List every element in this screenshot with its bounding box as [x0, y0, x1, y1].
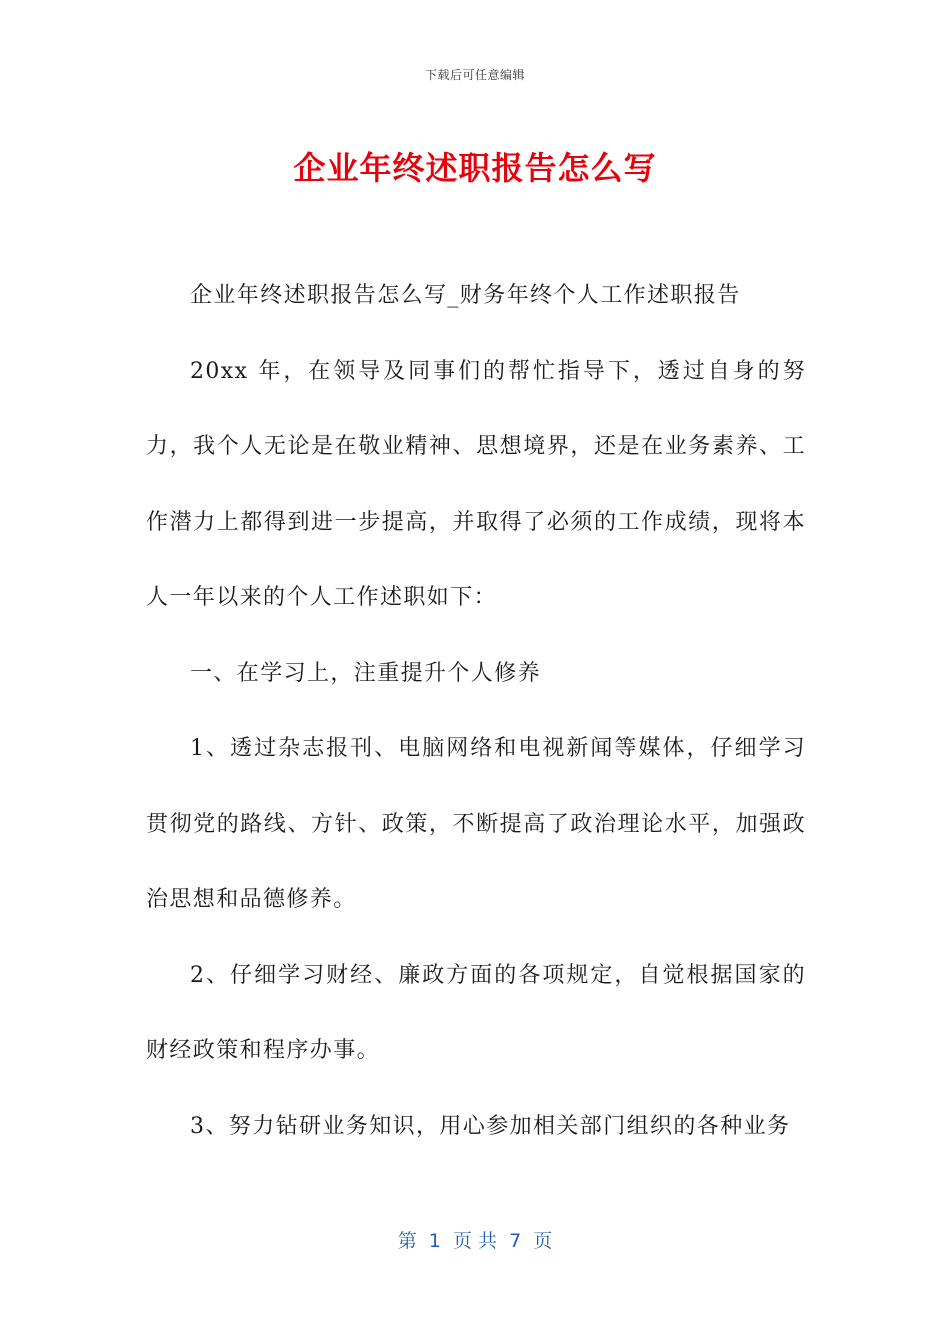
section-heading-study: 一、在学习上，注重提升个人修养 — [190, 660, 542, 686]
paragraph-item-1: 1、透过杂志报刊、电脑网络和电视新闻等媒体，仔细学习贯彻党的路线、方针、政策，不断提高了政治理论水平，加强政治思想和品德修养。 — [146, 736, 806, 912]
document-title: 企业年终述职报告怎么写 — [293, 149, 657, 187]
paragraph-item-3: 3、努力钻研业务知识，用心参加相关部门组织的各种业务 — [190, 1113, 791, 1139]
paragraph-subtitle: 企业年终述职报告怎么写_财务年终个人工作述职报告 — [190, 283, 741, 308]
paragraph-item-2: 2、仔细学习财经、廉政方面的各项规定，自觉根据国家的财经政策和程序办事。 — [146, 962, 806, 1063]
page-indicator: 第 1 页 共 7 页 — [397, 1230, 553, 1252]
document-body — [146, 258, 806, 1164]
paragraph-intro: 20xx 年，在领导及同事们的帮忙指导下，透过自身的努力，我个人无论是在敬业精神、思想境界，还是在业务素养、工作潜力上都得到进一步提高，并取得了必须的工作成绩，现将本人一年以来的个人工作述职如下： — [146, 358, 806, 610]
header-note: 下载后可任意编辑 — [424, 68, 525, 82]
